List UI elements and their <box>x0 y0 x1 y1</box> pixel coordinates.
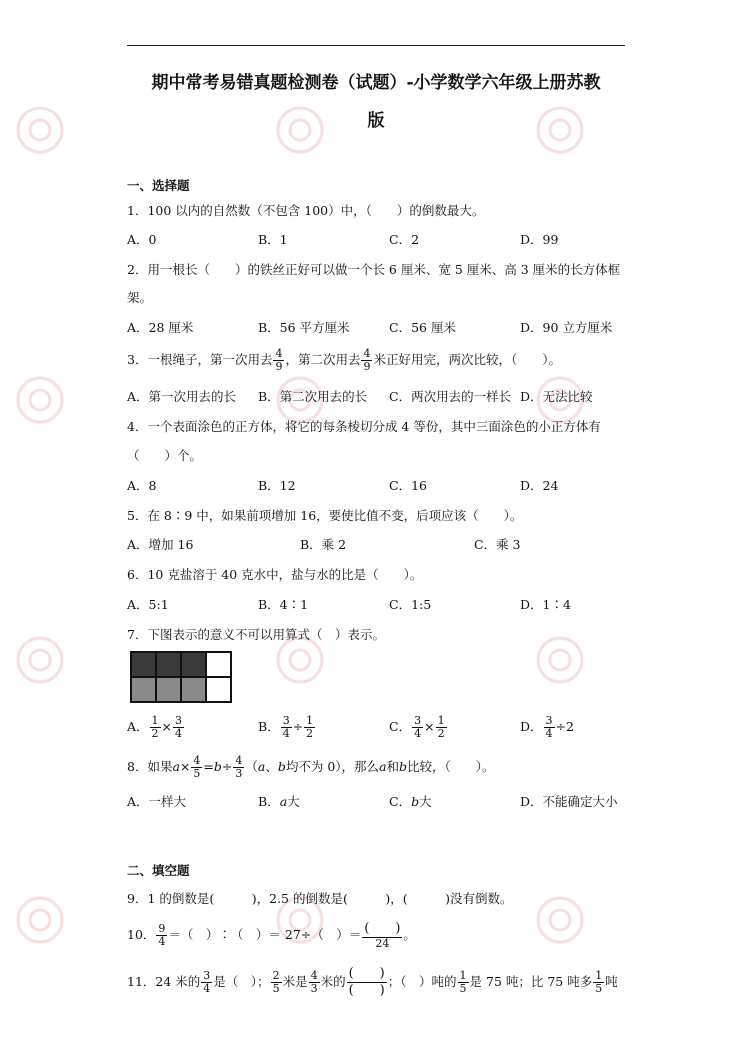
q8-option-c-tail: 大 <box>419 794 432 809</box>
q5-option-c: C．乘 3 <box>474 537 521 552</box>
q1-option-c: C．2 <box>389 232 420 247</box>
q7-option-d-frac <box>544 715 555 740</box>
section-heading-choice: 一、选择题 <box>127 178 190 193</box>
watermark-logo <box>18 898 62 942</box>
q7-option-c-frac2 <box>436 715 447 740</box>
q6-option-d: D．1∶4 <box>520 597 571 612</box>
q6-stem: 6．10 克盐溶于 40 克水中，盐与水的比是（ ）。 <box>127 567 423 582</box>
q11-text-7: 吨 <box>605 974 618 989</box>
q7-figure-grid <box>130 651 232 703</box>
q10-blank-den: 24 <box>375 937 390 950</box>
q11-f3-den: 3 <box>310 982 318 995</box>
q4-option-a: A．8 <box>127 478 157 493</box>
q6-option-a: A．5:1 <box>127 597 169 612</box>
grid-cell <box>131 652 156 677</box>
q8-eq: = <box>203 759 214 774</box>
q7-option-a-label: A． <box>127 719 149 734</box>
q1-option-b: B．1 <box>258 232 288 247</box>
q8-div: ÷ <box>221 759 233 774</box>
q7-b-num1: 3 <box>282 714 290 727</box>
grid-cell <box>206 652 231 677</box>
grid-cell <box>156 677 181 702</box>
q3-fraction-2-den: 9 <box>363 360 371 373</box>
q6-option-b: B．4∶1 <box>258 597 309 612</box>
q7-a-den1: 2 <box>151 727 159 740</box>
q2-option-b: B．56 平方厘米 <box>258 320 350 335</box>
q8-var-a3: a <box>379 759 387 774</box>
q11-text-3: 米是 <box>282 974 308 989</box>
q11-f1-num: 3 <box>203 969 211 982</box>
q11-fraction-5 <box>593 970 604 995</box>
q11-fraction-4 <box>458 970 469 995</box>
q11-text-5: ；（ ）吨的 <box>387 974 457 989</box>
q3-option-b: B．第二次用去的长 <box>258 389 368 404</box>
q10-blank-num: ( ) <box>364 921 401 936</box>
q8-text-6: 比较，（ ）。 <box>407 759 495 774</box>
q4-option-c: C．16 <box>389 478 427 493</box>
q8-f1-den: 5 <box>193 767 201 780</box>
q10-fraction <box>156 923 167 948</box>
q8-stem <box>127 752 495 782</box>
q8-option-a: A．一样大 <box>127 794 187 809</box>
q7-a-op: × <box>161 719 173 734</box>
q8-text-3: 、 <box>265 759 278 774</box>
q2-stem-line1: 2．用一根长（ ）的铁丝正好可以做一个长 6 厘米、宽 5 厘米、高 3 厘米的长方体框 <box>127 262 621 277</box>
q11-fraction-1 <box>201 970 212 995</box>
q10-blank-fraction <box>362 921 402 950</box>
q7-c-den2: 2 <box>437 727 445 740</box>
grid-cell <box>131 677 156 702</box>
page-title-line2: 版 <box>367 111 385 131</box>
q7-d-num: 3 <box>545 714 553 727</box>
q7-b-op: ÷ <box>292 719 304 734</box>
q1-option-d: D．99 <box>520 232 559 247</box>
q11-text-4: 米的 <box>320 974 346 989</box>
q8-var-a2: a <box>257 759 266 774</box>
q11-f4-num: 1 <box>459 969 467 982</box>
q5-option-b: B．乘 2 <box>300 537 347 552</box>
q11-f4-den: 5 <box>459 982 467 995</box>
q8-text-1: 8．如果 <box>127 759 173 774</box>
page-title-line1: 期中常考易错真题检测卷（试题）-小学数学六年级上册苏教 <box>151 73 601 93</box>
q8-f1-num: 4 <box>193 754 201 767</box>
q8-var-b: b <box>213 759 222 774</box>
q8-option-b-var: a <box>279 794 288 809</box>
q8-option-d: D．不能确定大小 <box>520 794 618 809</box>
q8-fraction-2 <box>233 755 244 780</box>
q2-option-c: C．56 厘米 <box>389 320 456 335</box>
q7-option-d-label: D． <box>520 719 543 734</box>
q8-text-4: 均不为 0），那么 <box>285 759 380 774</box>
q3-fraction-2-num: 4 <box>363 347 371 360</box>
q11-stem <box>127 964 618 1000</box>
q11-text-1: 11．24 米的 <box>127 974 201 989</box>
q11-f1-den: 4 <box>203 982 211 995</box>
q7-b-num2: 1 <box>306 714 314 727</box>
q7-option-b <box>258 712 316 742</box>
q8-f2-num: 4 <box>235 754 243 767</box>
q1-stem: 1．100 以内的自然数（不包含 100）中，（ ）的倒数最大。 <box>127 203 485 218</box>
q2-option-d: D．90 立方厘米 <box>520 320 613 335</box>
q7-c-num2: 1 <box>437 714 445 727</box>
q7-stem: 7．下图表示的意义不可以用算式（ ）表示。 <box>127 627 385 642</box>
q11-blank-den: ( ) <box>348 983 385 998</box>
q11-fraction-2 <box>271 970 282 995</box>
q7-c-den1: 4 <box>414 727 422 740</box>
q1-option-a: A．0 <box>127 232 157 247</box>
q8-f2-den: 3 <box>235 767 243 780</box>
q11-f5-num: 1 <box>595 969 603 982</box>
grid-cell <box>181 677 206 702</box>
grid-cell <box>206 677 231 702</box>
q9-stem: 9．1 的倒数是( )，2.5 的倒数是( )，( )没有倒数。 <box>127 891 513 906</box>
q3-text-2: ，第二次用去 <box>285 352 361 367</box>
q11-f5-den: 5 <box>595 982 603 995</box>
q8-text-5: 和 <box>386 759 400 774</box>
q8-times: × <box>179 759 191 774</box>
grid-cell <box>156 652 181 677</box>
q11-fraction-3 <box>309 970 320 995</box>
q4-option-b: B．12 <box>258 478 296 493</box>
q3-option-a: A．第一次用去的长 <box>127 389 237 404</box>
q7-a-num2: 3 <box>175 714 183 727</box>
q11-f3-num: 4 <box>310 969 318 982</box>
q7-option-c <box>389 712 448 742</box>
q8-option-c <box>389 794 432 810</box>
q4-option-d: D．24 <box>520 478 559 493</box>
grid-cell <box>181 652 206 677</box>
q4-stem-line2: （ ）个。 <box>127 448 203 463</box>
q7-option-a <box>127 712 185 742</box>
q11-f2-num: 2 <box>272 969 280 982</box>
q10-text-2: ＝（ ）∶（ ）＝ 27÷（ ）＝ <box>168 927 362 942</box>
q10-stem <box>127 918 416 952</box>
q7-c-op: × <box>424 719 435 734</box>
watermark-logo <box>18 638 62 682</box>
watermark-logo <box>538 638 582 682</box>
q2-stem-line2: 架。 <box>127 290 153 305</box>
watermark-logo <box>18 108 62 152</box>
q3-fraction-2 <box>361 348 372 373</box>
watermark-logo <box>538 898 582 942</box>
q8-option-b <box>258 794 300 810</box>
q3-fraction-1-den: 9 <box>275 360 283 373</box>
q10-f-den: 4 <box>158 935 166 948</box>
q11-blank-fraction <box>347 966 387 999</box>
q8-option-c-var: b <box>411 794 420 809</box>
q7-option-a-frac2 <box>173 715 184 740</box>
q8-option-b-label: B． <box>258 794 280 809</box>
q8-var-a: a <box>172 759 180 774</box>
q3-text-1: 3．一根绳子，第一次用去 <box>127 352 273 367</box>
q7-option-d <box>520 712 574 742</box>
header-rule <box>127 45 625 46</box>
q7-b-den1: 4 <box>282 727 290 740</box>
q4-stem-line1: 4．一个表面涂色的正方体，将它的每条棱切分成 4 等份，其中三面涂色的小正方体有 <box>127 419 601 434</box>
q7-a-num1: 1 <box>151 714 159 727</box>
q7-c-num1: 3 <box>414 714 422 727</box>
q8-option-c-label: C． <box>389 794 412 809</box>
q8-fraction-1 <box>191 755 202 780</box>
q10-text-3: 。 <box>403 927 416 942</box>
q8-text-2: （ <box>245 759 258 774</box>
q7-option-b-frac1 <box>281 715 292 740</box>
q7-b-den2: 2 <box>306 727 314 740</box>
q2-option-a: A．28 厘米 <box>127 320 194 335</box>
q10-f-num: 9 <box>158 922 166 935</box>
q3-fraction-1-num: 4 <box>275 347 283 360</box>
q11-blank-num: ( ) <box>348 966 385 981</box>
q7-d-den: 4 <box>545 727 553 740</box>
q7-option-b-label: B． <box>258 719 280 734</box>
q7-d-tail: ÷2 <box>555 719 574 734</box>
q8-option-b-tail: 大 <box>287 794 300 809</box>
q3-fraction-1 <box>273 348 284 373</box>
q5-option-a: A．增加 16 <box>127 537 194 552</box>
q3-option-c: C．两次用去的一样长 <box>389 389 512 404</box>
q11-text-2: 是（ ）； <box>213 974 270 989</box>
q11-text-6: 是 75 吨；比 75 吨多 <box>469 974 593 989</box>
q7-option-a-frac1 <box>150 715 161 740</box>
q7-option-b-frac2 <box>304 715 315 740</box>
q7-a-den2: 4 <box>175 727 183 740</box>
q7-option-c-label: C． <box>389 719 412 734</box>
q3-stem <box>127 346 561 374</box>
q5-stem: 5．在 8∶9 中，如果前项增加 16，要使比值不变，后项应该（ ）。 <box>127 508 523 523</box>
q3-text-3: 米正好用完，两次比较，（ ）。 <box>373 352 561 367</box>
watermark-logo <box>278 638 322 682</box>
q8-var-b3: b <box>399 759 408 774</box>
q7-option-c-frac1 <box>412 715 423 740</box>
q11-f2-den: 5 <box>272 982 280 995</box>
q6-option-c: C．1:5 <box>389 597 432 612</box>
q3-option-d: D．无法比较 <box>520 389 593 404</box>
q8-var-b2: b <box>277 759 286 774</box>
q10-text-1: 10． <box>127 927 156 942</box>
watermark-logo <box>18 378 62 422</box>
section-heading-fill: 二、填空题 <box>127 863 190 878</box>
